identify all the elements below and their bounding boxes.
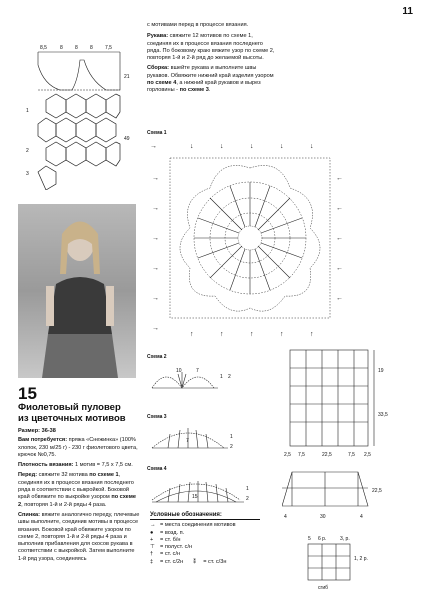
dim-top-0: 8,5: [40, 45, 47, 51]
scheme4-label: Схема 4: [147, 466, 167, 472]
model-photo: [18, 204, 136, 378]
svg-text:↑: ↑: [310, 331, 314, 338]
size-line: Размер: 36-38: [18, 428, 56, 434]
svg-text:←: ←: [336, 205, 343, 212]
svg-text:←: ←: [336, 235, 343, 242]
svg-text:2,5: 2,5: [284, 452, 291, 458]
model-figure-image: [18, 204, 136, 378]
dim-top-1: 8: [60, 45, 63, 51]
model-number: 15: [18, 384, 37, 403]
svg-text:↓: ↓: [280, 143, 284, 150]
svg-text:2,5: 2,5: [364, 452, 371, 458]
svg-text:←: ←: [336, 175, 343, 182]
svg-text:↓: ↓: [190, 143, 194, 150]
svg-text:1: 1: [246, 486, 249, 492]
svg-text:↑: ↑: [250, 331, 254, 338]
svg-text:↑: ↑: [190, 331, 194, 338]
svg-text:2: 2: [228, 374, 231, 380]
svg-text:3, р.: 3, р.: [340, 536, 350, 542]
svg-text:7,5: 7,5: [348, 452, 355, 458]
row-label-1: 1: [26, 108, 29, 114]
scheme3-diagram: [148, 420, 248, 454]
scheme2-diagram: [148, 362, 248, 396]
small-pattern-grid: [300, 530, 410, 592]
top-text: с мотивами перед в процессе вязания.: [147, 22, 249, 28]
legend-item: ● = возд. п.: [150, 529, 185, 536]
legend-item: ⊤ = полуст. с/н: [150, 544, 193, 551]
svg-text:→: →: [152, 265, 159, 272]
svg-text:30: 30: [320, 514, 326, 520]
dim-right-1: 21: [124, 74, 130, 80]
scheme3-label: Схема 3: [147, 414, 167, 420]
scheme1-diagram: [150, 138, 350, 338]
svg-text:→: →: [152, 235, 159, 242]
svg-text:4: 4: [360, 514, 363, 520]
scheme2-label: Схема 2: [147, 354, 167, 360]
svg-text:1, 2 р.: 1, 2 р.: [354, 556, 368, 562]
svg-text:6 р.: 6 р.: [318, 536, 327, 542]
svg-text:↑: ↑: [220, 331, 224, 338]
dim-right-2: 49: [124, 136, 130, 142]
legend-item: ‡ = ст. с/2н ⁑ = ст. с/3н: [150, 558, 227, 565]
svg-text:7: 7: [196, 368, 199, 374]
legend-item: † = ст. с/н: [150, 551, 181, 558]
svg-text:22,5: 22,5: [372, 488, 382, 494]
svg-text:7,5: 7,5: [298, 452, 305, 458]
svg-text:15: 15: [192, 494, 198, 500]
hexagon-grid: [38, 94, 120, 190]
page-number: 11: [402, 6, 413, 17]
svg-text:←: ←: [336, 265, 343, 272]
model-title: Фиолетовый пуловер из цветочных мотивов: [18, 402, 126, 424]
scheme4-diagram: [148, 472, 258, 506]
front-paragraph: Перед: свяжите 32 мотива по схеме 1, соединяя их в процессе вязания последнего ряда в соответствии с выкройкой. Боковой край обвяжите по выкройке узором по схеме 2, повторяя 1-й и 2-й ряды 4 раза.: [18, 472, 136, 508]
row-label-2: 2: [26, 148, 29, 154]
materials-paragraph: Вам потребуется: пряжа «Снежинка» (100% хлопок, 230 м/25 г) - 230 г фиолетового цвета, крючок №0,75.: [18, 437, 138, 458]
back-paragraph: Спинка: вяжите аналогично переду, плечевые швы выполните, соединив мотивы в процессе вязания. Боковой край обвяжите узором по схеме 2, повторяя 1-й и 2-й ряды 4 раза и выполнив прибавления для скосов рукава в соответствии с выкройкой. Затем выполните 1-й ряд узора, соединяясь: [18, 511, 140, 562]
sleeves-paragraph: Рукава: свяжите 12 мотивов по схеме 1, соединяя их в процессе вязания последнего ряда. По боковому краю вяжите узор по схеме 2, повторяя 1-й и 2-й ряд до желаемой высоты.: [147, 33, 275, 62]
svg-text:↓: ↓: [250, 143, 254, 150]
svg-text:10: 10: [176, 368, 182, 374]
legend-item: → = места соединения мотивов: [150, 522, 236, 529]
svg-text:←: ←: [336, 295, 343, 302]
row-label-3: 3: [26, 171, 29, 177]
svg-text:1: 1: [230, 434, 233, 440]
svg-text:сгиб: сгиб: [318, 585, 328, 591]
dim-top-4: 7,5: [105, 45, 112, 51]
scheme1-label: Схема 1: [147, 130, 167, 136]
svg-text:→: →: [152, 205, 159, 212]
svg-text:→: →: [150, 143, 157, 150]
sleeve-pattern-grid: [282, 466, 414, 528]
svg-text:2: 2: [230, 444, 233, 450]
front-pattern-grid: [282, 344, 414, 464]
dim-top-3: 8: [90, 45, 93, 51]
svg-text:4: 4: [284, 514, 287, 520]
svg-text:19: 19: [378, 368, 384, 374]
svg-text:↓: ↓: [220, 143, 224, 150]
svg-text:7: 7: [186, 438, 189, 444]
legend-item: + = ст. б/н: [150, 536, 181, 543]
legend-title: Условные обозначения:: [150, 512, 260, 520]
svg-text:↑: ↑: [280, 331, 284, 338]
svg-text:33,5: 33,5: [378, 412, 388, 418]
legend: [150, 512, 280, 566]
motif-layout-schematic: [20, 40, 135, 190]
dim-top-2: 8: [75, 45, 78, 51]
svg-text:2: 2: [246, 496, 249, 502]
density-paragraph: Плотность вязания: 1 мотив = 7,5 х 7,5 см.: [18, 462, 133, 469]
svg-text:→: →: [152, 325, 159, 332]
svg-text:→: →: [152, 175, 159, 182]
svg-text:1: 1: [220, 374, 223, 380]
svg-text:22,5: 22,5: [322, 452, 332, 458]
svg-text:↓: ↓: [310, 143, 314, 150]
assembly-paragraph: Сборка: вшейте рукава и выполните швы рукавов. Обвяжите нижний край изделия узором по схеме 4, а нижний край рукавов и вырез горловины - по схеме 3.: [147, 65, 274, 94]
svg-text:→: →: [152, 295, 159, 302]
svg-text:5: 5: [308, 536, 311, 542]
